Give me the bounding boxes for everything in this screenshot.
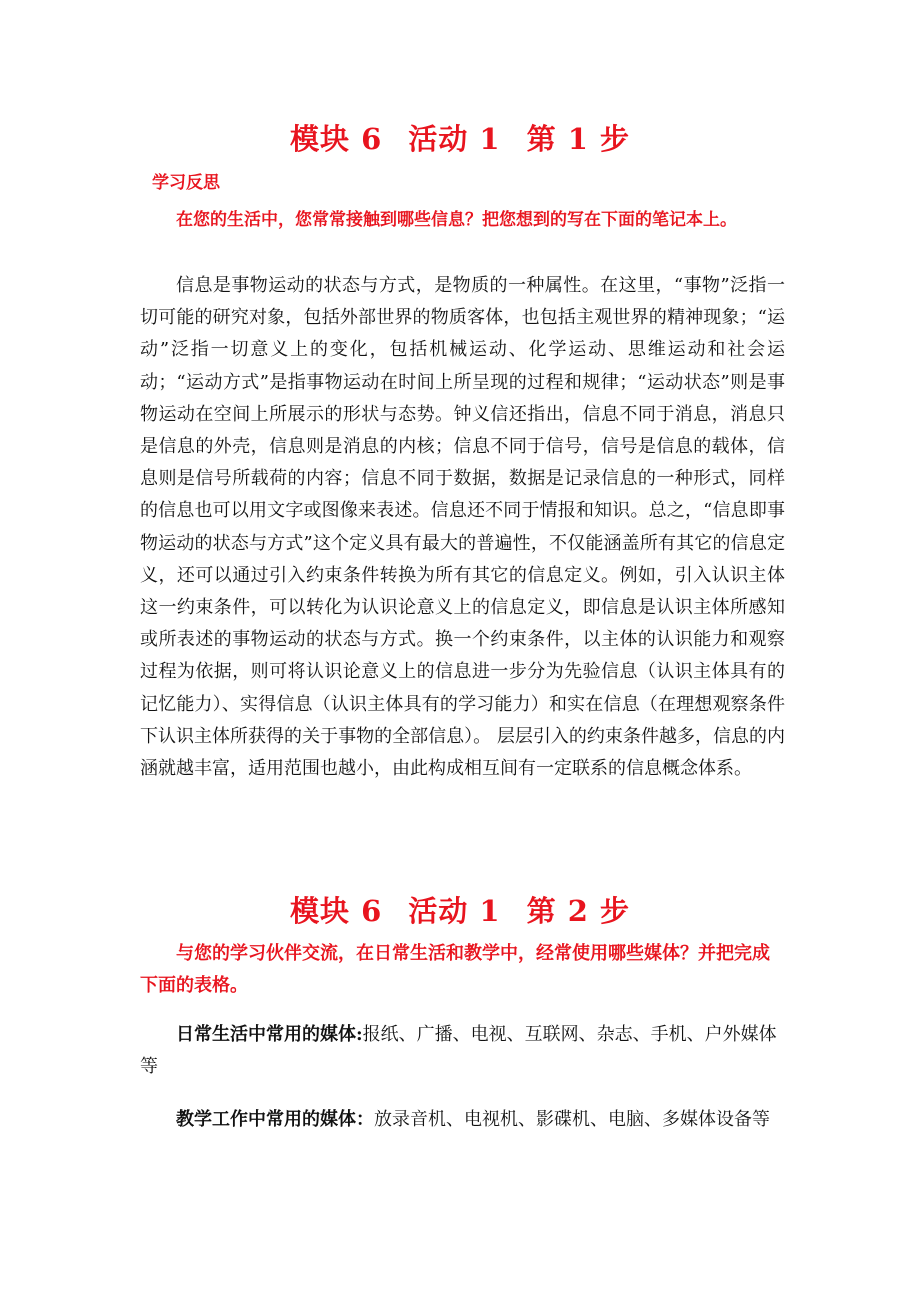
section-1-title bbox=[0, 117, 920, 158]
teaching-media-label: 教学工作中常用的媒体： bbox=[176, 1109, 374, 1130]
daily-media-label: 日常生活中常用的媒体: bbox=[176, 1024, 363, 1045]
teaching-media-paragraph bbox=[140, 1104, 780, 1136]
section-2-title bbox=[0, 889, 920, 930]
activity-label: 活动 1 bbox=[408, 122, 501, 156]
step-label: 第 1 步 bbox=[526, 122, 630, 156]
section-1-subheading: 学习反思 bbox=[152, 173, 220, 193]
section-2-prompt: 与您的学习伙伴交流，在日常生活和教学中，经常使用哪些媒体？并把完成下面的表格。 bbox=[140, 943, 770, 996]
step-label: 第 2 步 bbox=[526, 894, 630, 928]
section-1-body: 信息是事物运动的状态与方式，是物质的一种属性。在这里，“事物”泛指一切可能的研究对象，包括外部世界的物质客体，也包括主观世界的精神现象；“运动”泛指一切意义上的变化，包括机械运动、化学运动、思维运动和社会运动；“运动方式”是指事物运动在时间上所呈现的过程和规律；“运动状态”则是事物运动在空间上所展示的形状与态势。钟义信还指出，信息不同于消息，消息只是信息的外壳，信息则是消息的内核；信息不同于信号，信号是信息的载体，信息则是信号所载荷的内容；信息不同于数据，数据是记录信息的一种形式，同样的信息也可以用文字或图像来表述。信息还不同于情报和知识。总之，“信息即事物运动的状态与方式”这个定义具有最大的普遍性，不仅能涵盖所有其它的信息定义，还可以通过引入约束条件转换为所有其它的信息定义。例如，引入认识主体这一约束条件，可以转化为认识论意义上的信息定义，即信息是认识主体所感知或所表述的事物运动的状态与方式。换一个约束条件，以主体的认识能力和观察过程为依据，则可将认识论意义上的信息进一步分为先验信息（认识主体具有的记忆能力）、实得信息（认识主体具有的学习能力）和实在信息（在理想观察条件下认识主体所获得的关于事物的全部信息）。 层层引入的约束条件越多，信息的内涵就越丰富，适用范围也越小，由此构成相互间有一定联系的信息概念体系。 bbox=[140, 275, 785, 780]
module-label: 模块 6 bbox=[290, 122, 383, 156]
section-1-prompt: 在您的生活中，您常常接触到哪些信息？把您想到的写在下面的笔记本上。 bbox=[176, 210, 737, 230]
teaching-media-value: 放录音机、电视机、影碟机、电脑、多媒体设备等 bbox=[374, 1109, 770, 1130]
daily-media-paragraph bbox=[140, 1019, 780, 1083]
activity-label: 活动 1 bbox=[408, 894, 501, 928]
daily-media-value: 报纸、广播、电视、互联网、杂志、手机、户外媒体等 bbox=[140, 1024, 777, 1077]
module-label: 模块 6 bbox=[290, 894, 383, 928]
